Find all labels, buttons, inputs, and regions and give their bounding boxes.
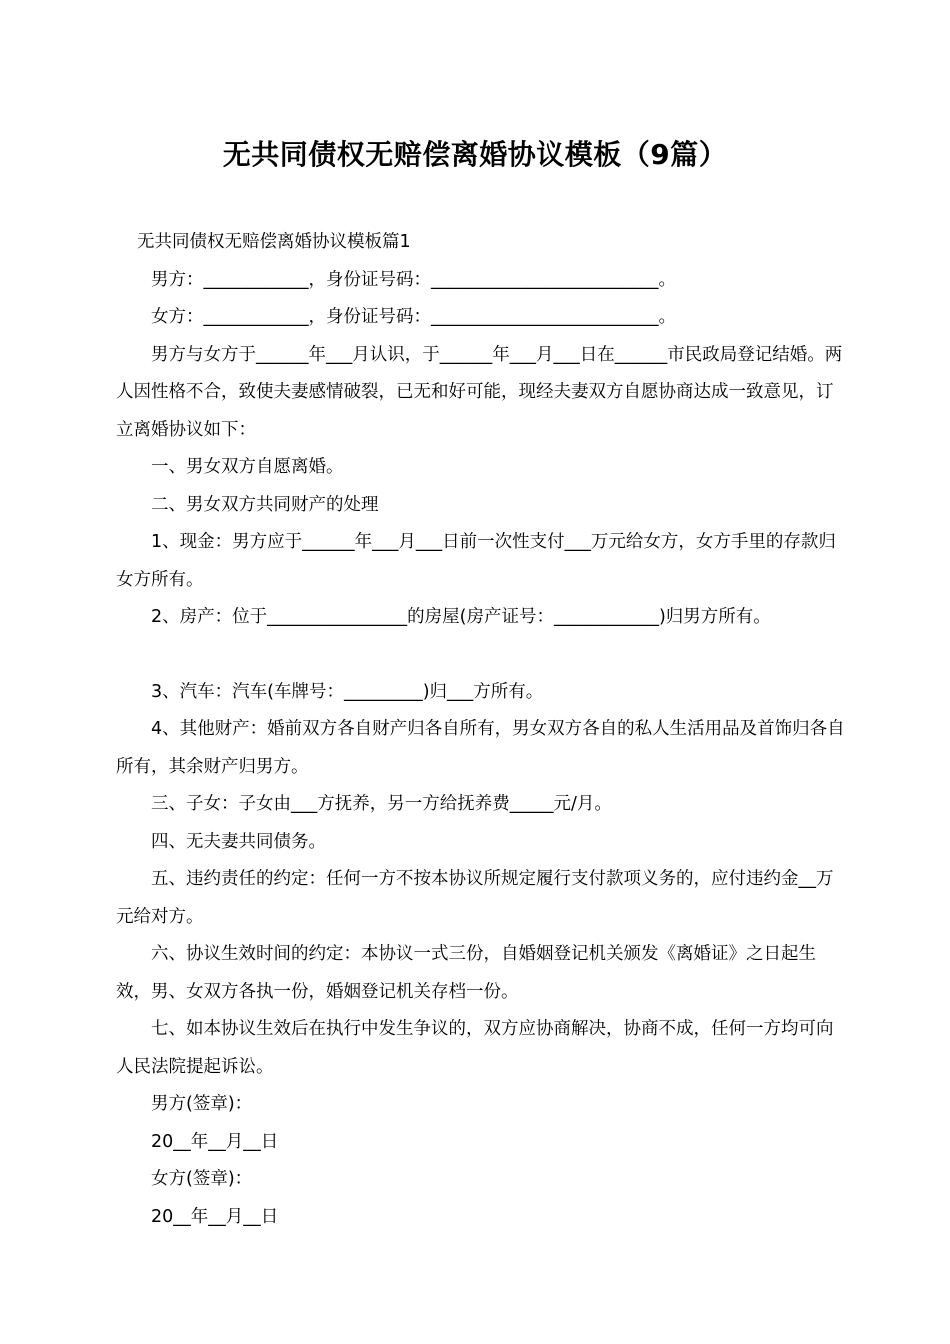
section-heading: 无共同债权无赔偿离婚协议模板篇1 xyxy=(137,232,411,252)
clause-5: 五、违约责任的约定：任何一方不按本协议所规定履行支付款项义务的，应付违约金__万元给对方。 xyxy=(116,869,834,927)
male-signature-date: 20__年__月__日 xyxy=(151,1131,279,1152)
male-signature: 男方(签章)： xyxy=(151,1094,253,1114)
paragraph-female-party: 女方：____________，身份证号码：__________________________。 xyxy=(151,307,676,327)
clause-2-other: 4、其他财产：婚前双方各自财产归各自所有，男女双方各自的私人生活用品及首饰归各自所有，其余财产归男方。 xyxy=(116,719,845,777)
clause-7: 七、如本协议生效后在执行中发生争议的，双方应协商解决，协商不成，任何一方均可向人民法院提起诉讼。 xyxy=(116,1019,834,1077)
clause-2-property: 2、房产：位于________________的房屋(房产证号：____________)归男方所有。 xyxy=(151,607,771,627)
clause-4: 四、无夫妻共同债务。 xyxy=(151,831,326,852)
clause-2: 二、男女双方共同财产的处理 xyxy=(151,494,379,515)
female-signature-date: 20__年__月__日 xyxy=(151,1206,279,1227)
paragraph-intro: 男方与女方于______年___月认识，于______年___月___日在______市民政局登记结婚。两人因性格不合，致使夫妻感情破裂，已无和好可能，现经夫妻双方自愿协商达成一致意见，订立离婚协议如下： xyxy=(116,344,843,440)
clause-2-car: 3、汽车：汽车(车牌号：_________)归___方所有。 xyxy=(151,681,544,702)
clause-6: 六、协议生效时间的约定：本协议一式三份，自婚姻登记机关颁发《离婚证》之日起生效，男、女双方各执一份，婚姻登记机关存档一份。 xyxy=(116,944,816,1002)
female-signature: 女方(签章)： xyxy=(151,1169,253,1189)
document-body xyxy=(116,224,846,1236)
clause-2-cash: 1、现金：男方应于______年___月___日前一次性支付___万元给女方，女方手里的存款归女方所有。 xyxy=(116,532,836,590)
document-title: 无共同债权无赔偿离婚协议模板（9篇） xyxy=(222,138,728,171)
clause-1: 一、男女双方自愿离婚。 xyxy=(151,457,344,477)
clause-3: 三、子女：子女由___方抚养，另一方给抚养费_____元/月。 xyxy=(151,794,612,814)
paragraph-male-party: 男方：____________，身份证号码：__________________________。 xyxy=(151,269,676,290)
